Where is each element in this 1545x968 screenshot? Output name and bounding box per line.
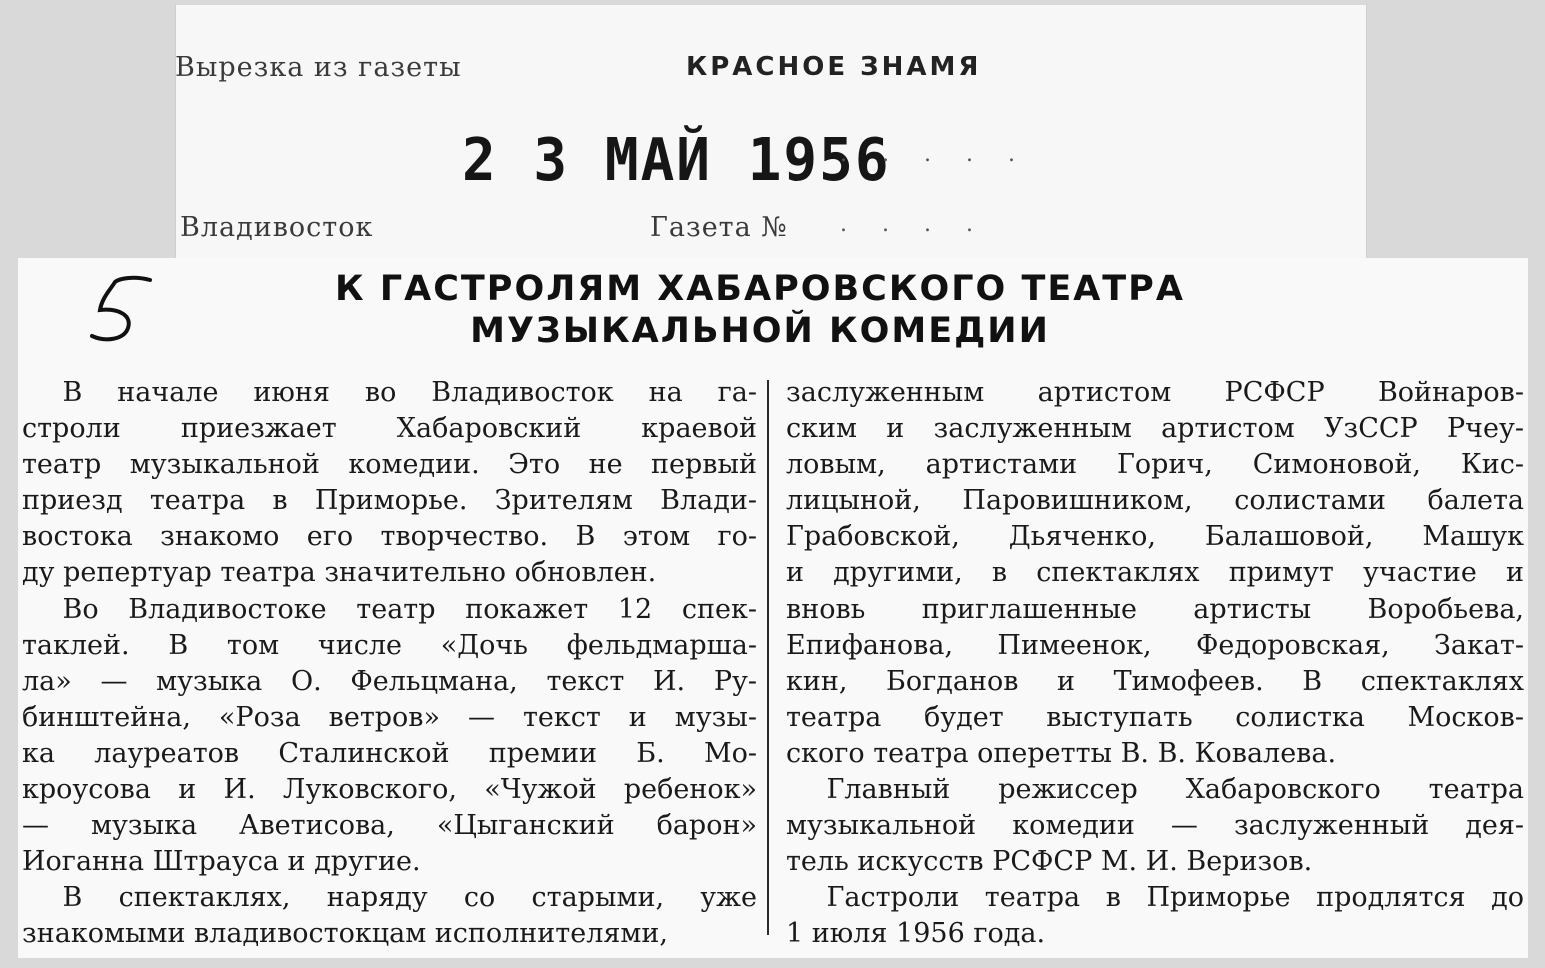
issue-dots: . . . .: [840, 212, 987, 237]
article-text-line: В начале июня во Владивосток на га-: [22, 377, 757, 408]
article-text-line: ским и заслуженным артистом УзССР Рчеу-: [786, 413, 1524, 445]
article-text-line: и другими, в спектаклях примут участие и: [786, 557, 1524, 589]
article-text-line: — музыка Аветисова, «Цыганский барон»: [22, 810, 757, 842]
article-text-line: ского театра оперетты В. В. Ковалева.: [786, 737, 1337, 769]
article-text-line: строли приезжает Хабаровский краевой: [22, 413, 757, 445]
article-text-line: ла» — музыка О. Фельцмана, текст И. Ру-: [22, 665, 757, 697]
article-text-line: ка лауреатов Сталинской премии Б. Мо-: [22, 737, 757, 769]
article-text-line: музыкальной комедии — заслуженный дея-: [786, 810, 1524, 842]
stamp-dots: . . . . .: [840, 142, 1029, 167]
headline-line-1: К ГАСТРОЛЯМ ХАБАРОВСКОГО ТЕАТРА: [335, 269, 1185, 309]
article-text-line: Главный режиссер Хабаровского театра: [786, 774, 1524, 806]
article-text-line: кроусова и И. Луковского, «Чужой ребенок»: [22, 774, 757, 806]
article-right-column: [786, 375, 1524, 953]
article-text-line: Грабовской, Дьяченко, Балашовой, Машук: [786, 521, 1524, 553]
article-text-line: знакомыми владивостокцам исполнителями,: [22, 918, 668, 950]
date-stamp: 2 3 МАЙ 1956: [462, 126, 891, 195]
issue-number-label: Газета №: [650, 212, 788, 243]
article-text-line: 1 июля 1956 года.: [786, 918, 1046, 950]
article-text-line: Во Владивостоке театр покажет 12 спек-: [22, 593, 757, 625]
article-text-line: Епифанова, Пимеенок, Федоровская, Закат-: [786, 629, 1524, 661]
article-text-line: театр музыкальной комедии. Это не первый: [22, 449, 757, 481]
article-text-line: В спектаклях, наряду со старыми, уже: [22, 882, 757, 914]
article-text-line: ловым, артистами Горич, Симоновой, Кис-: [786, 449, 1524, 481]
article-left-column: [22, 375, 757, 953]
newspaper-name: КРАСНОЕ ЗНАМЯ: [686, 52, 982, 82]
column-divider: [767, 380, 769, 935]
article-text-line: вновь приглашенные артисты Воробьева,: [786, 593, 1524, 625]
article-text-line: заслуженным артистом РСФСР Войнаров-: [786, 377, 1524, 408]
article-text-line: востока знакомо его творчество. В этом го-: [22, 521, 757, 553]
article-text-line: ду репертуар театра значительно обновлен.: [22, 557, 657, 589]
article-text-line: театра будет выступать солистка Москов-: [786, 701, 1524, 733]
article-text-line: таклей. В том числе «Дочь фельдмаршa-: [22, 629, 757, 661]
article-text-line: кин, Богданов и Тимофеев. В спектаклях: [786, 665, 1524, 697]
article-text-line: лицыной, Паровишником, солистами балета: [786, 485, 1524, 517]
article-text-line: тель искусств РСФСР М. И. Веризов.: [786, 846, 1313, 878]
headline-line-2: МУЗЫКАЛЬНОЙ КОМЕДИИ: [470, 311, 1050, 351]
article-text-line: Гастроли театра в Приморье продлятся до: [786, 882, 1524, 914]
article-text-line: Иоганна Штрауса и другие.: [22, 846, 421, 878]
city-label: Владивосток: [180, 212, 374, 243]
clip-source-label: Вырезка из газеты: [175, 52, 462, 83]
handwritten-mark: [80, 270, 170, 350]
article-headline: [230, 268, 1290, 352]
article-text-line: бинштейна, «Роза ветров» — текст и музы-: [22, 701, 757, 733]
article-text-line: приезд театра в Приморье. Зрителям Влади-: [22, 485, 757, 517]
